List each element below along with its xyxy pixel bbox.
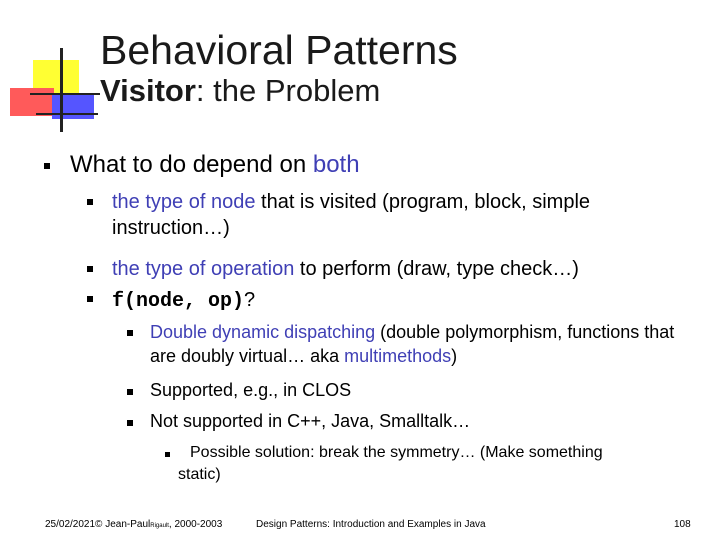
l2-3-text: ? bbox=[244, 289, 256, 311]
footer-copyright-small: Rigault bbox=[150, 523, 169, 529]
bullet-l3-3 bbox=[127, 420, 133, 426]
footer-page-number: 108 bbox=[674, 519, 691, 530]
logo-vertical-line bbox=[60, 48, 63, 132]
slide-title: Behavioral Patterns bbox=[100, 27, 458, 73]
l1-text: What to do depend on bbox=[70, 151, 313, 178]
footer-course-title: Design Patterns: Introduction and Examples in Java bbox=[256, 519, 486, 530]
bullet-text-l1 bbox=[70, 151, 360, 179]
bullet-text-l2-1 bbox=[112, 189, 702, 241]
l3-1-text-2: ) bbox=[451, 346, 458, 366]
bullet-text-l4-1: Possible solution: break the symmetry… (Make something static) bbox=[178, 444, 603, 483]
l2-1-highlight: the type of node bbox=[112, 191, 256, 213]
bullet-l4-1 bbox=[165, 452, 170, 457]
bullet-l1 bbox=[44, 163, 50, 169]
bullet-l3-1 bbox=[127, 330, 133, 336]
bullet-text-l3-2: Supported, e.g., in CLOS bbox=[150, 380, 352, 400]
subtitle-bold: Visitor bbox=[100, 73, 196, 108]
l3-1-highlight: Double dynamic dispatching bbox=[150, 322, 376, 342]
footer-copyright bbox=[45, 519, 222, 532]
l3-1-text: (double polymorphism, functions that are doubly virtual… aka bbox=[150, 322, 675, 366]
l3-1-highlight-2: multimethods bbox=[344, 346, 452, 366]
bullet-l3-2 bbox=[127, 389, 133, 395]
bullet-l2-1 bbox=[87, 199, 93, 205]
logo-square-blue bbox=[52, 95, 94, 119]
bullet-text-l2-3 bbox=[112, 287, 702, 315]
l2-2-text: to perform (draw, type check…) bbox=[294, 258, 579, 280]
slide-subtitle bbox=[100, 73, 380, 109]
logo-horizontal-line-2 bbox=[36, 113, 98, 115]
bullet-text-l3-3: Not supported in C++, Java, Smalltalk… bbox=[150, 411, 471, 431]
bullet-text-l2-2 bbox=[112, 256, 702, 282]
l2-1-text: that is visited (program, block, simple instruction…) bbox=[112, 191, 591, 239]
footer-copyright-main: 25/02/2021© Jean-Paul bbox=[45, 519, 151, 530]
bullet-l2-2 bbox=[87, 266, 93, 272]
subtitle-rest: : the Problem bbox=[195, 73, 381, 108]
logo-horizontal-line bbox=[30, 93, 100, 95]
l2-2-highlight: the type of operation bbox=[112, 258, 295, 280]
footer-copyright-tail: , 2000-2003 bbox=[168, 519, 223, 530]
l1-highlight: both bbox=[312, 151, 360, 178]
bullet-text-l3-1 bbox=[150, 320, 700, 368]
bullet-l2-3 bbox=[87, 296, 93, 302]
l2-3-code: f(node, op) bbox=[112, 290, 245, 313]
